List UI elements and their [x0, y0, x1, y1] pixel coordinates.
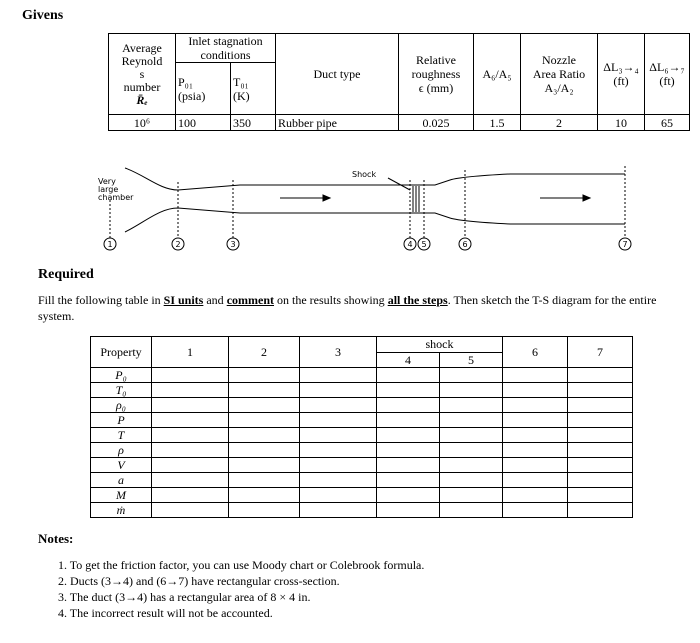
property-cell[interactable] [152, 428, 229, 443]
property-cell[interactable] [152, 413, 229, 428]
property-cell[interactable] [300, 368, 377, 383]
chamber-label-2: large [98, 185, 119, 194]
p01-header: P₀₁ (psia) [176, 63, 231, 115]
property-cell[interactable] [377, 413, 440, 428]
property-cell[interactable] [300, 383, 377, 398]
property-cell[interactable] [152, 368, 229, 383]
property-row [91, 458, 633, 473]
inlet-header: Inlet stagnation conditions [176, 34, 276, 63]
notes-list [58, 557, 424, 621]
property-cell[interactable] [568, 503, 633, 518]
dl67-value: 65 [645, 115, 690, 131]
shock-header: shock [377, 337, 503, 353]
property-cell[interactable] [229, 443, 300, 458]
givens-title: Givens [22, 8, 64, 23]
property-cell[interactable] [300, 413, 377, 428]
property-symbol: P [91, 413, 152, 428]
property-row [91, 503, 633, 518]
property-symbol: ṁ [91, 503, 152, 518]
property-cell[interactable] [503, 458, 568, 473]
property-cell[interactable] [568, 473, 633, 488]
nozzle-duct-diagram [90, 160, 670, 260]
notes-title: Notes: [38, 531, 74, 546]
property-cell[interactable] [377, 368, 440, 383]
reynolds-header: Average Reynold s number R̄ₑ [109, 34, 176, 115]
nozzle-header: Nozzle Area Ratio A₃/A₂ [521, 34, 598, 115]
property-cell[interactable] [568, 458, 633, 473]
property-cell[interactable] [300, 428, 377, 443]
property-header: Property [91, 337, 152, 368]
property-symbol: a [91, 473, 152, 488]
property-cell[interactable] [300, 443, 377, 458]
property-cell[interactable] [152, 383, 229, 398]
property-cell[interactable] [503, 443, 568, 458]
property-symbol: ρ₀ [91, 398, 152, 413]
property-cell[interactable] [440, 473, 503, 488]
property-cell[interactable] [440, 458, 503, 473]
p01-value: 100 [176, 115, 231, 131]
property-cell[interactable] [503, 383, 568, 398]
station-3: 3 [230, 240, 236, 249]
property-cell[interactable] [229, 398, 300, 413]
property-cell[interactable] [440, 383, 503, 398]
property-row [91, 368, 633, 383]
a6a5-header: A₆/A₅ [474, 34, 521, 115]
property-cell[interactable] [568, 428, 633, 443]
station-5: 5 [421, 240, 427, 249]
station-1: 1 [107, 240, 113, 249]
property-symbol: T₀ [91, 383, 152, 398]
roughness-header: Relative roughness ϵ (mm) [399, 34, 474, 115]
lower-wall [125, 208, 625, 232]
property-symbol: M [91, 488, 152, 503]
property-cell[interactable] [152, 488, 229, 503]
property-symbol: ρ [91, 443, 152, 458]
note-1: 1. To get the friction factor, you can use Moody chart or Colebrook formula. [58, 558, 425, 572]
property-row [91, 428, 633, 443]
property-cell[interactable] [300, 458, 377, 473]
required-text: Fill the following table in SI units and comment on the results showing all the steps. Then sketch the T-S diagram for the entire system. [38, 293, 657, 323]
property-cell[interactable] [503, 413, 568, 428]
chamber-label-1: Very [98, 177, 116, 186]
required-title: Required [38, 267, 94, 282]
property-cell[interactable] [377, 488, 440, 503]
a6a5-value: 1.5 [474, 115, 521, 131]
property-cell[interactable] [568, 443, 633, 458]
note-4: 4. The incorrect result will not be accounted. [58, 606, 273, 620]
station-7: 7 [622, 240, 628, 249]
duct-type-value: Rubber pipe [276, 115, 399, 131]
property-row [91, 413, 633, 428]
property-symbol: T [91, 428, 152, 443]
property-cell[interactable] [377, 383, 440, 398]
shock-pointer [388, 178, 410, 190]
duct-type-header: Duct type [276, 34, 399, 115]
property-cell[interactable] [568, 368, 633, 383]
property-cell[interactable] [229, 428, 300, 443]
property-cell[interactable] [229, 368, 300, 383]
roughness-value: 0.025 [399, 115, 474, 131]
property-cell[interactable] [440, 398, 503, 413]
property-cell[interactable] [229, 488, 300, 503]
property-row [91, 383, 633, 398]
t01-header: T₀₁ (K) [231, 63, 276, 115]
property-cell[interactable] [152, 398, 229, 413]
shock-label: Shock [352, 170, 377, 179]
property-cell[interactable] [152, 443, 229, 458]
property-cell[interactable] [440, 413, 503, 428]
property-row [91, 488, 633, 503]
givens-table [108, 33, 690, 131]
property-cell[interactable] [503, 503, 568, 518]
property-symbol: V [91, 458, 152, 473]
dl67-header: ΔL₆→₇ (ft) [645, 34, 690, 115]
note-3: 3. The duct (3→4) has a rectangular area of 8 × 4 in. [58, 590, 311, 604]
property-cell[interactable] [568, 413, 633, 428]
property-cell[interactable] [152, 503, 229, 518]
station-4: 4 [407, 240, 413, 249]
property-cell[interactable] [300, 488, 377, 503]
property-symbol: P₀ [91, 368, 152, 383]
property-cell[interactable] [568, 383, 633, 398]
property-cell[interactable] [152, 473, 229, 488]
reynolds-value: 10⁶ [109, 115, 176, 131]
property-cell[interactable] [503, 428, 568, 443]
property-cell[interactable] [503, 473, 568, 488]
property-cell[interactable] [440, 368, 503, 383]
chamber-label-3: chamber [98, 193, 134, 202]
dl34-value: 10 [598, 115, 645, 131]
t01-value: 350 [231, 115, 276, 131]
nozzle-value: 2 [521, 115, 598, 131]
property-row [91, 473, 633, 488]
property-cell[interactable] [229, 458, 300, 473]
property-cell[interactable] [377, 473, 440, 488]
property-cell[interactable] [377, 398, 440, 413]
property-cell[interactable] [152, 458, 229, 473]
property-cell[interactable] [377, 428, 440, 443]
property-cell[interactable] [568, 398, 633, 413]
property-cell[interactable] [440, 428, 503, 443]
property-row [91, 443, 633, 458]
property-table: Property 1 2 3 shock 6 7 4 5 P₀ T₀ ρ₀ P T ρ V a M ṁ [90, 336, 633, 518]
property-cell[interactable] [503, 368, 568, 383]
note-2: 2. Ducts (3→4) and (6→7) have rectangular cross-section. [58, 574, 340, 588]
property-cell[interactable] [377, 443, 440, 458]
property-cell[interactable] [377, 458, 440, 473]
property-cell[interactable] [377, 503, 440, 518]
property-cell[interactable] [229, 383, 300, 398]
station-6: 6 [462, 240, 468, 249]
property-cell[interactable] [440, 503, 503, 518]
property-cell[interactable] [503, 488, 568, 503]
property-cell[interactable] [229, 503, 300, 518]
property-cell[interactable] [503, 398, 568, 413]
property-cell[interactable] [229, 473, 300, 488]
property-cell[interactable] [440, 488, 503, 503]
station-2: 2 [175, 240, 181, 249]
property-cell[interactable] [568, 488, 633, 503]
property-cell[interactable] [300, 473, 377, 488]
property-cell[interactable] [300, 503, 377, 518]
property-cell[interactable] [300, 398, 377, 413]
property-cell[interactable] [440, 443, 503, 458]
property-row [91, 398, 633, 413]
property-cell[interactable] [229, 413, 300, 428]
dl34-header: ΔL₃→₄ (ft) [598, 34, 645, 115]
